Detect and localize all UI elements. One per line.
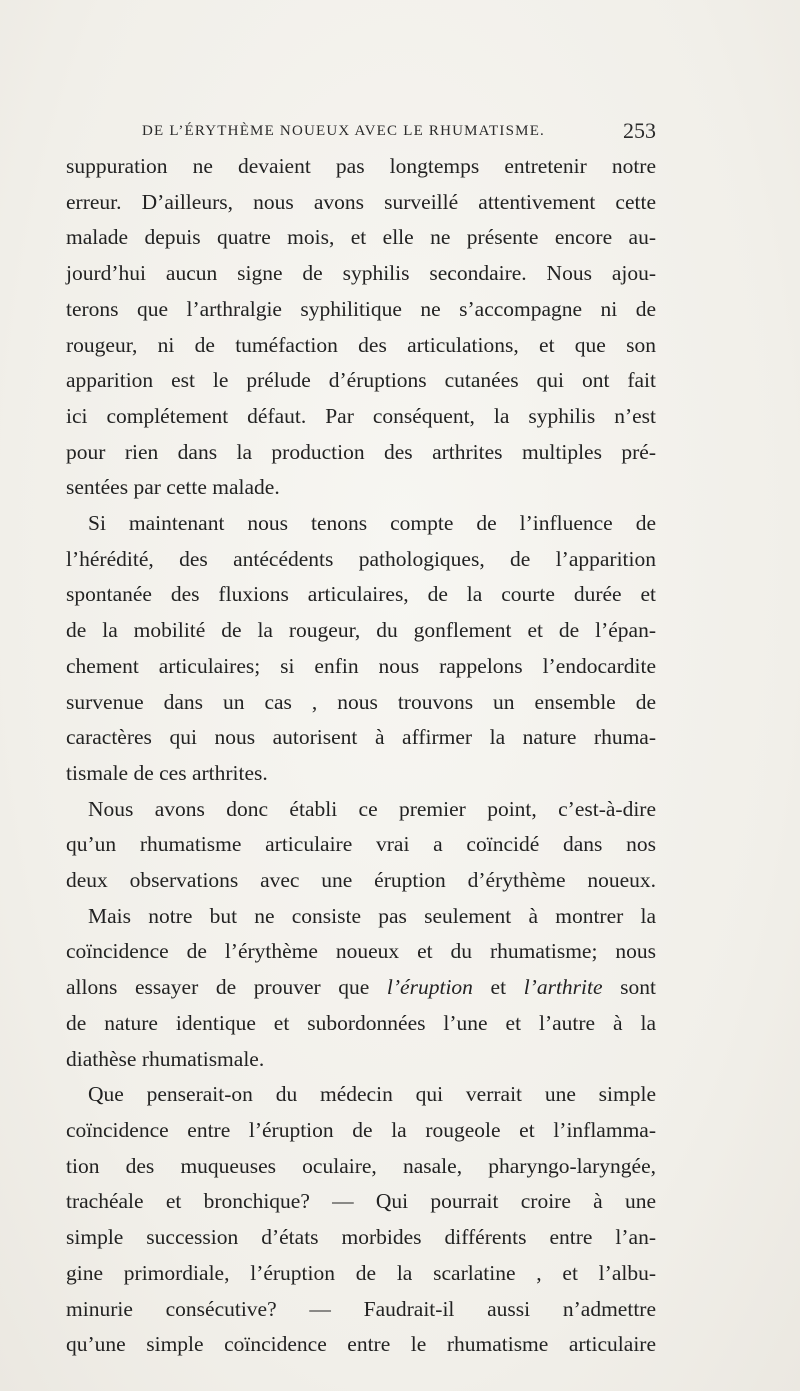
text-line: chement articulaires; si enfin nous rappelons l’endocardite	[66, 653, 656, 678]
text-line: Si maintenant nous tenons compte de l’influence de	[88, 511, 656, 536]
text-line: coïncidence entre l’éruption de la rougeole et l’inflamma-	[66, 1117, 656, 1142]
text-line: rougeur, ni de tuméfaction des articulations, et que son	[66, 332, 656, 357]
text-line: jourd’hui aucun signe de syphilis secondaire. Nous ajou-	[66, 261, 656, 286]
text-line: diathèse rhumatismale.	[66, 1046, 265, 1071]
text-line: trachéale et bronchique? — Qui pourrait croire à une	[66, 1189, 656, 1214]
text-line: simple succession d’états morbides différents entre l’an-	[66, 1225, 656, 1250]
page-number: 253	[623, 118, 656, 143]
text-line: spontanée des fluxions articulaires, de la courte durée et	[66, 582, 656, 607]
italic-term: l’arthrite	[523, 975, 603, 1000]
text-line: caractères qui nous autorisent à affirmer la nature rhuma-	[66, 725, 656, 750]
text-line: tion des muqueuses oculaire, nasale, pharyngo-laryngée,	[66, 1153, 656, 1178]
italic-term: l’éruption	[386, 975, 473, 1000]
text-fragment: et	[472, 975, 524, 1000]
text-fragment: sont	[602, 975, 656, 1000]
text-line: erreur. D’ailleurs, nous avons surveillé attentivement cette	[66, 189, 656, 214]
body-text	[66, 149, 656, 1363]
text-line: malade depuis quatre mois, et elle ne présente encore au-	[66, 225, 656, 250]
text-line: gine primordiale, l’éruption de la scarlatine , et l’albu-	[66, 1260, 656, 1285]
text-line: sentées par cette malade.	[66, 475, 280, 500]
text-fragment: allons essayer de prouver que	[66, 975, 387, 1000]
text-line: minurie consécutive? — Faudrait-il aussi n’admettre	[66, 1296, 656, 1321]
text-line: Mais notre but ne consiste pas seulement à montrer la	[88, 903, 656, 928]
text-line: coïncidence de l’érythème noueux et du rhumatisme; nous	[66, 939, 656, 964]
text-line: pour rien dans la production des arthrites multiples pré-	[66, 439, 656, 464]
text-line: ici complétement défaut. Par conséquent, la syphilis n’est	[66, 403, 656, 428]
text-line: suppuration ne devaient pas longtemps entretenir notre	[66, 154, 656, 178]
text-line-with-italics	[66, 970, 656, 1006]
text-line: qu’un rhumatisme articulaire vrai a coïncidé dans nos	[66, 832, 656, 857]
text-line: qu’une simple coïncidence entre le rhumatisme articulaire	[66, 1332, 656, 1357]
running-head	[142, 118, 656, 144]
text-line: apparition est le prélude d’éruptions cutanées qui ont fait	[66, 368, 656, 393]
text-line: Nous avons donc établi ce premier point, c’est-à-dire	[88, 796, 656, 821]
text-line: de la mobilité de la rougeur, du gonflement et de l’épan-	[66, 618, 656, 643]
text-line: survenue dans un cas , nous trouvons un ensemble de	[66, 689, 656, 714]
text-line: Que penserait-on du médecin qui verrait une simple	[88, 1082, 656, 1107]
text-line: l’hérédité, des antécédents pathologiques, de l’apparition	[66, 546, 656, 571]
text-line: terons que l’arthralgie syphilitique ne s’accompagne ni de	[66, 296, 656, 321]
text-line: deux observations avec une éruption d’érythème noueux.	[66, 868, 656, 893]
running-title: DE L’ÉRYTHÈME NOUEUX AVEC LE RHUMATISME.	[142, 123, 546, 139]
text-line: tismale de ces arthrites.	[66, 760, 268, 785]
text-line: de nature identique et subordonnées l’une et l’autre à la	[66, 1010, 656, 1035]
